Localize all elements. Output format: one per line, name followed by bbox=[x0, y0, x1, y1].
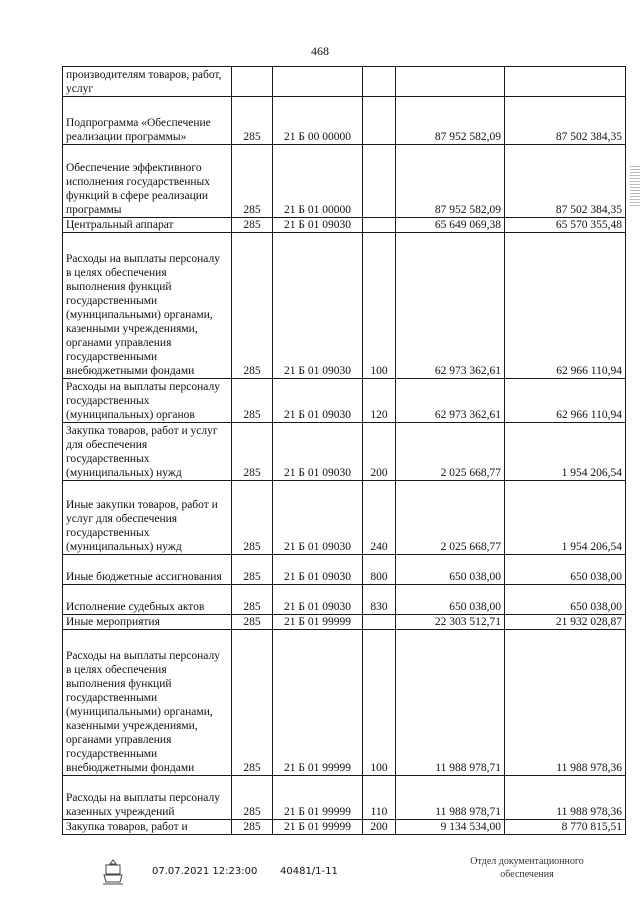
cell-code: 285 bbox=[232, 776, 273, 820]
cell-name: Закупка товаров, работ и услуг для обеспечения государственных (муниципальных) нужд bbox=[63, 423, 232, 481]
table-row bbox=[63, 615, 626, 630]
footer-doc-number: 40481/1-11 bbox=[280, 866, 338, 877]
cell-amount-planned: 2 025 668,77 bbox=[396, 423, 505, 481]
cell-name: Расходы на выплаты персоналу в целях обеспечения выполнения функций государственными (муниципальными) органами, казенными учреждениями, органами управления государственными внебюджетными фондами bbox=[63, 233, 232, 379]
department-stamp bbox=[452, 855, 602, 881]
cell-target-article: 21 Б 01 09030 bbox=[273, 233, 363, 379]
cell-amount-planned: 11 988 978,71 bbox=[396, 776, 505, 820]
cell-expense-type: 110 bbox=[363, 776, 396, 820]
cell-amount-executed: 650 038,00 bbox=[505, 585, 626, 615]
cell-target-article: 21 Б 01 99999 bbox=[273, 776, 363, 820]
cell-name: Иные мероприятия bbox=[63, 615, 232, 630]
cell-target-article: 21 Б 01 99999 bbox=[273, 630, 363, 776]
scan-edge-mark bbox=[630, 166, 640, 206]
cell-amount-planned: 62 973 362,61 bbox=[396, 233, 505, 379]
cell-amount-planned: 11 988 978,71 bbox=[396, 630, 505, 776]
stamp-line-2: обеспечения bbox=[500, 869, 554, 880]
cell-amount-planned: 62 973 362,61 bbox=[396, 379, 505, 423]
cell-target-article: 21 Б 01 09030 bbox=[273, 423, 363, 481]
cell-name: Подпрограмма «Обеспечение реализации программы» bbox=[63, 97, 232, 145]
cell-amount-executed: 1 954 206,54 bbox=[505, 481, 626, 555]
cell-expense-type: 800 bbox=[363, 555, 396, 585]
cell-amount-executed: 62 966 110,94 bbox=[505, 233, 626, 379]
cell-expense-type bbox=[363, 145, 396, 218]
cell-name: Расходы на выплаты персоналу казенных учреждений bbox=[63, 776, 232, 820]
cell-target-article: 21 Б 01 00000 bbox=[273, 145, 363, 218]
cell-target-article: 21 Б 01 09030 bbox=[273, 481, 363, 555]
cell-amount-planned: 9 134 534,00 bbox=[396, 820, 505, 835]
table-row bbox=[63, 233, 626, 379]
cell-expense-type bbox=[363, 67, 396, 97]
cell-amount-executed: 62 966 110,94 bbox=[505, 379, 626, 423]
table-row bbox=[63, 555, 626, 585]
page-footer bbox=[0, 858, 640, 898]
cell-expense-type: 120 bbox=[363, 379, 396, 423]
cell-target-article: 21 Б 00 00000 bbox=[273, 97, 363, 145]
cell-name: производителям товаров, работ, услуг bbox=[63, 67, 232, 97]
cell-target-article bbox=[273, 67, 363, 97]
cell-amount-executed: 21 932 028,87 bbox=[505, 615, 626, 630]
cell-code: 285 bbox=[232, 615, 273, 630]
cell-code bbox=[232, 67, 273, 97]
cell-amount-executed: 650 038,00 bbox=[505, 555, 626, 585]
cell-code: 285 bbox=[232, 481, 273, 555]
cell-name: Обеспечение эффективного исполнения государственных функций в сфере реализации программы bbox=[63, 145, 232, 218]
cell-code: 285 bbox=[232, 423, 273, 481]
cell-code: 285 bbox=[232, 218, 273, 233]
cell-amount-planned bbox=[396, 67, 505, 97]
cell-amount-executed: 65 570 355,48 bbox=[505, 218, 626, 233]
table-row bbox=[63, 67, 626, 97]
cell-target-article: 21 Б 01 99999 bbox=[273, 615, 363, 630]
cell-amount-executed: 8 770 815,51 bbox=[505, 820, 626, 835]
cell-amount-planned: 65 649 069,38 bbox=[396, 218, 505, 233]
page-number: 468 bbox=[311, 44, 329, 58]
table-row bbox=[63, 218, 626, 233]
cell-name: Расходы на выплаты персоналу государственных (муниципальных) органов bbox=[63, 379, 232, 423]
cell-amount-planned: 650 038,00 bbox=[396, 585, 505, 615]
cell-name: Исполнение судебных актов bbox=[63, 585, 232, 615]
cell-name: Расходы на выплаты персоналу в целях обеспечения выполнения функций государственными (муниципальными) органами, казенными учреждениями, органами управления государственными внебюджетными фондами bbox=[63, 630, 232, 776]
cell-code: 285 bbox=[232, 820, 273, 835]
cell-code: 285 bbox=[232, 97, 273, 145]
table-row bbox=[63, 820, 626, 835]
table-row bbox=[63, 585, 626, 615]
cell-code: 285 bbox=[232, 145, 273, 218]
cell-amount-planned: 2 025 668,77 bbox=[396, 481, 505, 555]
cell-expense-type: 200 bbox=[363, 820, 396, 835]
cell-amount-executed: 87 502 384,35 bbox=[505, 97, 626, 145]
table-row bbox=[63, 145, 626, 218]
cell-expense-type: 830 bbox=[363, 585, 396, 615]
cell-name: Иные закупки товаров, работ и услуг для обеспечения государственных (муниципальных) нужд bbox=[63, 481, 232, 555]
cell-name: Центральный аппарат bbox=[63, 218, 232, 233]
footer-date: 07.07.2021 12:23:00 bbox=[152, 866, 258, 877]
cell-expense-type bbox=[363, 218, 396, 233]
cell-code: 285 bbox=[232, 379, 273, 423]
cell-amount-planned: 87 952 582,09 bbox=[396, 145, 505, 218]
table-row bbox=[63, 481, 626, 555]
cell-code: 285 bbox=[232, 585, 273, 615]
cell-amount-planned: 22 303 512,71 bbox=[396, 615, 505, 630]
cell-target-article: 21 Б 01 09030 bbox=[273, 218, 363, 233]
cell-name: Иные бюджетные ассигнования bbox=[63, 555, 232, 585]
table-row bbox=[63, 776, 626, 820]
cell-target-article: 21 Б 01 09030 bbox=[273, 555, 363, 585]
cell-target-article: 21 Б 01 09030 bbox=[273, 585, 363, 615]
budget-table bbox=[62, 66, 626, 835]
emblem-icon bbox=[100, 858, 126, 886]
cell-code: 285 bbox=[232, 630, 273, 776]
cell-name: Закупка товаров, работ и bbox=[63, 820, 232, 835]
cell-expense-type: 100 bbox=[363, 233, 396, 379]
table-row bbox=[63, 379, 626, 423]
cell-amount-executed: 11 988 978,36 bbox=[505, 630, 626, 776]
cell-target-article: 21 Б 01 09030 bbox=[273, 379, 363, 423]
cell-expense-type: 100 bbox=[363, 630, 396, 776]
cell-expense-type bbox=[363, 97, 396, 145]
cell-expense-type bbox=[363, 615, 396, 630]
cell-expense-type: 240 bbox=[363, 481, 396, 555]
cell-amount-executed bbox=[505, 67, 626, 97]
cell-amount-executed: 87 502 384,35 bbox=[505, 145, 626, 218]
cell-code: 285 bbox=[232, 555, 273, 585]
cell-amount-planned: 87 952 582,09 bbox=[396, 97, 505, 145]
cell-amount-planned: 650 038,00 bbox=[396, 555, 505, 585]
cell-amount-executed: 11 988 978,36 bbox=[505, 776, 626, 820]
cell-expense-type: 200 bbox=[363, 423, 396, 481]
table-row bbox=[63, 630, 626, 776]
cell-code: 285 bbox=[232, 233, 273, 379]
table-row bbox=[63, 97, 626, 145]
cell-amount-executed: 1 954 206,54 bbox=[505, 423, 626, 481]
cell-target-article: 21 Б 01 99999 bbox=[273, 820, 363, 835]
table-row bbox=[63, 423, 626, 481]
stamp-line-1: Отдел документационного bbox=[470, 856, 584, 867]
